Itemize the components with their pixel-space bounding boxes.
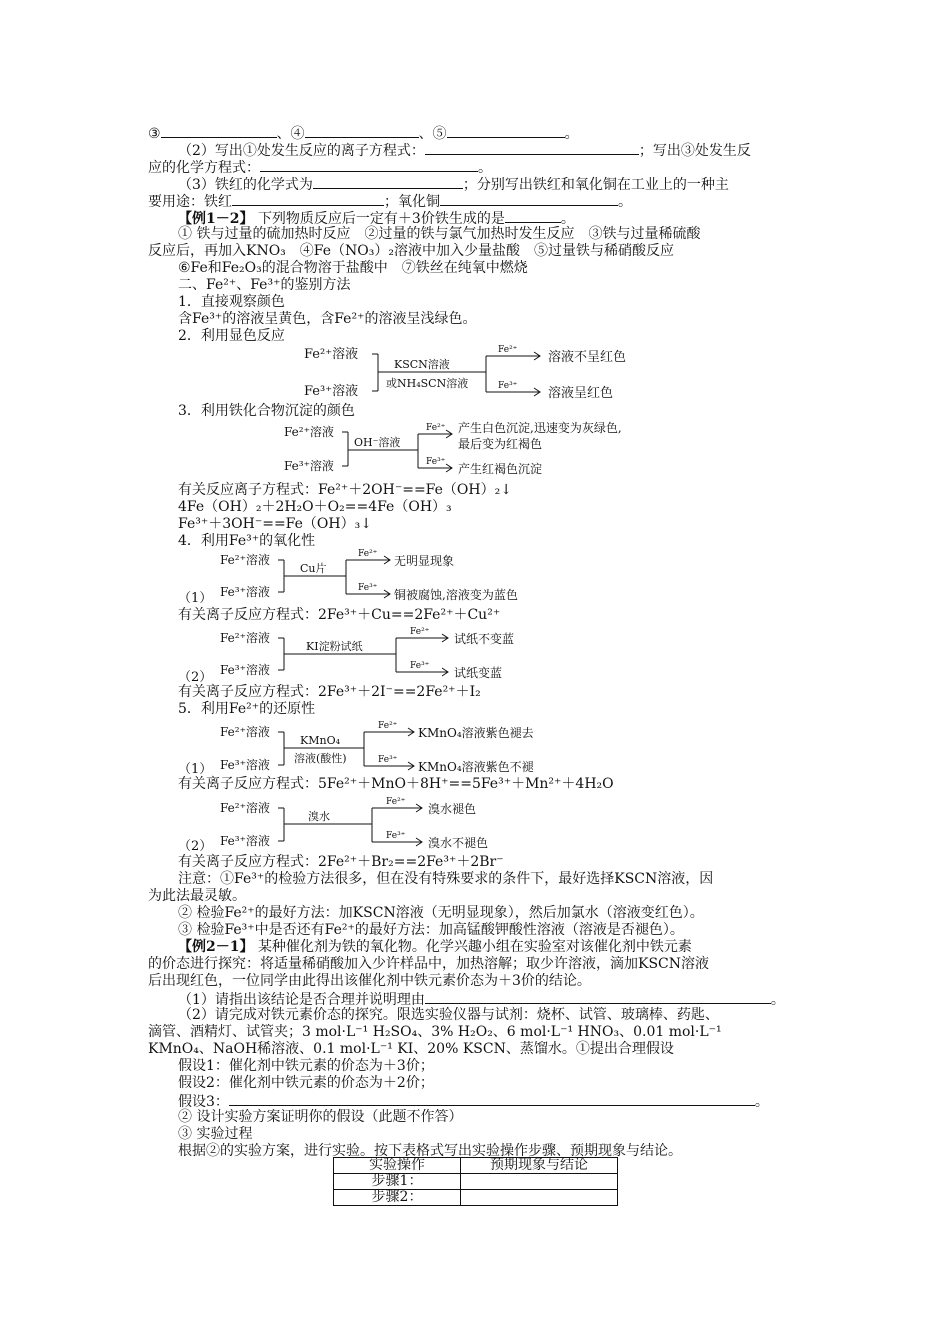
subsection-3: 3．利用铁化合物沉淀的颜色	[178, 403, 355, 419]
svg-text:（1）: （1）	[178, 762, 213, 776]
svg-text:Fe³⁺: Fe³⁺	[378, 755, 398, 765]
svg-text:Fe³⁺溶液: Fe³⁺溶液	[284, 459, 334, 473]
svg-text:Fe³⁺溶液: Fe³⁺溶液	[220, 758, 270, 772]
svg-text:Fe³⁺: Fe³⁺	[410, 661, 430, 671]
table-cell-step2-answer[interactable]	[461, 1190, 618, 1206]
svg-text:无明显现象: 无明显现象	[394, 554, 455, 568]
label-3: ③	[148, 126, 161, 142]
blank-4[interactable]	[305, 124, 419, 138]
example-2-1-q2-line1: （2）请完成对铁元素价态的探究。限选实验仪器与试剂：烧杯、试管、玻璃棒、药匙、	[178, 1007, 719, 1023]
svg-text:Fe²⁺溶液: Fe²⁺溶液	[220, 725, 270, 739]
svg-text:产生红褐色沉淀: 产生红褐色沉淀	[458, 462, 543, 476]
table-cell-step1-answer[interactable]	[461, 1174, 618, 1190]
blank-example-1-2[interactable]	[505, 209, 561, 223]
svg-text:Fe²⁺溶液: Fe²⁺溶液	[220, 631, 270, 645]
svg-text:溶液(酸性): 溶液(酸性)	[294, 752, 347, 765]
svg-text:Fe³⁺溶液: Fe³⁺溶液	[220, 585, 270, 599]
example-2-1-line2: 的价态进行探究：将适量稀硝酸加入少许样品中，加热溶解；取少许溶液，滴加KSCN溶液	[148, 956, 710, 972]
svg-text:产生白色沉淀,迅速变为灰绿色,: 产生白色沉淀,迅速变为灰绿色,	[458, 421, 622, 435]
note-1: 注意：①Fe³⁺的检验方法很多，但在没有特殊要求的条件下，最好选择KSCN溶液，因	[178, 871, 714, 887]
diagram-ki	[178, 624, 578, 684]
label-4: 、④	[276, 126, 305, 142]
svg-text:Fe²⁺: Fe²⁺	[426, 423, 446, 433]
section-2-title: 二、Fe²⁺、Fe³⁺的鉴别方法	[178, 277, 351, 293]
table-header-result: 预期现象与结论	[461, 1158, 618, 1174]
blank-chemical-equation[interactable]	[260, 158, 478, 172]
svg-text:Fe²⁺溶液: Fe²⁺溶液	[220, 801, 270, 815]
svg-text:（1）: （1）	[178, 591, 213, 606]
hypothesis-3: 假设3： 。	[178, 1094, 769, 1110]
svg-text:最后变为红褐色: 最后变为红褐色	[458, 437, 543, 451]
svg-text:KMnO₄溶液紫色褪去: KMnO₄溶液紫色褪去	[418, 726, 534, 740]
example-2-1-line1: 【例2－1】 某种催化剂为铁的氧化物。化学兴趣小组在实验室对该催化剂中铁元素	[178, 939, 692, 955]
equation-hydroxide-2: 4Fe（OH）₂＋2H₂O＋O₂==4Fe（OH）₃	[178, 499, 452, 515]
question-3-line2: 要用途：铁红 ；氧化铜 。	[148, 194, 632, 210]
note-2: ② 检验Fe²⁺的最好方法：加KSCN溶液（无明显现象），然后加氯水（溶液变红色）。	[178, 905, 704, 921]
example-2-1-q1: （1）请指出该结论是否合理并说明理由 。	[178, 992, 785, 1008]
note-1-cont: 为此法最灵敏。	[148, 888, 246, 904]
example-2-1-q2-line2: 滴管、酒精灯、试管夹；3 mol·L⁻¹ H₂SO₄、3% H₂O₂、6 mol·L⁻¹ HNO₃、0.01 mol·L⁻¹	[148, 1024, 722, 1040]
svg-text:溴水不褪色: 溴水不褪色	[428, 836, 489, 850]
subsection-2: 2．利用显色反应	[178, 328, 285, 344]
question-2-line2: 应的化学方程式： 。	[148, 160, 492, 176]
diagram-kscn	[300, 342, 660, 404]
diagram-permanganate	[178, 716, 598, 776]
equation-permanganate: 有关离子反应方程式：5Fe²⁺＋MnO＋8H⁺==5Fe³⁺＋Mn²⁺＋4H₂O	[178, 776, 614, 792]
svg-text:Fe²⁺溶液: Fe²⁺溶液	[284, 425, 334, 439]
svg-text:（2）: （2）	[178, 839, 213, 854]
svg-text:Fe³⁺: Fe³⁺	[498, 381, 518, 391]
svg-text:（2）: （2）	[178, 670, 213, 684]
svg-text:KI淀粉试纸: KI淀粉试纸	[306, 640, 363, 653]
svg-text:或NH₄SCN溶液: 或NH₄SCN溶液	[386, 377, 469, 390]
svg-text:KMnO₄溶液紫色不褪: KMnO₄溶液紫色不褪	[418, 760, 534, 774]
diagram-hydroxide	[280, 418, 680, 482]
equation-copper: 有关离子反应方程式：2Fe³⁺＋Cu==2Fe²⁺＋Cu²⁺	[178, 607, 501, 623]
svg-text:Cu片: Cu片	[300, 562, 327, 575]
table-header-operation: 实验操作	[334, 1158, 461, 1174]
blank-hypothesis-3[interactable]	[229, 1092, 755, 1106]
table-cell-step1: 步骤1：	[334, 1174, 461, 1190]
blank-reason[interactable]	[425, 990, 771, 1004]
process-title: ③ 实验过程	[178, 1126, 253, 1142]
diagram-copper	[178, 548, 578, 606]
svg-text:KMnO₄: KMnO₄	[300, 734, 340, 747]
svg-text:试纸变蓝: 试纸变蓝	[454, 666, 503, 680]
svg-text:Fe²⁺: Fe²⁺	[498, 345, 518, 355]
diagram-bromine	[178, 792, 578, 854]
svg-text:Fe³⁺溶液: Fe³⁺溶液	[304, 384, 359, 399]
example-1-2-options-3: ⑥Fe和Fe₂O₃的混合物溶于盐酸中 ⑦铁丝在纯氧中燃烧	[178, 260, 528, 276]
design-note: ② 设计实验方案证明你的假设（此题不作答）	[178, 1109, 463, 1125]
svg-text:Fe²⁺: Fe²⁺	[358, 549, 378, 559]
example-1-2: 【例1－2】 下列物质反应后一定有＋3价铁生成的是 。	[178, 211, 575, 227]
equation-iodide: 有关离子反应方程式：2Fe³⁺＋2I⁻==2Fe²⁺＋I₂	[178, 684, 481, 700]
answer-blanks-line: ③ 、④ 、⑤ 。	[148, 126, 579, 142]
svg-text:Fe²⁺: Fe²⁺	[410, 627, 430, 637]
svg-text:Fe³⁺: Fe³⁺	[358, 583, 378, 593]
blank-3[interactable]	[161, 124, 277, 138]
subsection-1: 1．直接观察颜色	[178, 294, 285, 310]
example-2-1-line3: 后出现红色，一位同学由此得出该催化剂中铁元素价态为＋3价的结论。	[148, 973, 591, 989]
svg-text:Fe³⁺: Fe³⁺	[426, 457, 446, 467]
svg-text:Fe²⁺: Fe²⁺	[378, 721, 398, 731]
hypothesis-1: 假设1：催化剂中铁元素的价态为＋3价；	[178, 1058, 434, 1074]
label-5: 、⑤	[418, 126, 447, 142]
subsection-4: 4．利用Fe³⁺的氧化性	[178, 533, 316, 549]
svg-text:试纸不变蓝: 试纸不变蓝	[454, 632, 515, 646]
table-row	[334, 1190, 618, 1206]
svg-text:溶液呈红色: 溶液呈红色	[548, 386, 614, 401]
svg-text:铜被腐蚀,溶液变为蓝色: 铜被腐蚀,溶液变为蓝色	[394, 588, 518, 602]
blank-copper-oxide-use[interactable]	[440, 192, 618, 206]
question-3-line1: （3）铁红的化学式为 ；分别写出铁红和氧化铜在工业上的一种主	[178, 177, 729, 193]
equation-bromine: 有关离子反应方程式：2Fe²⁺＋Br₂==2Fe³⁺＋2Br⁻	[178, 854, 504, 870]
svg-text:KSCN溶液: KSCN溶液	[394, 358, 450, 371]
subsection-1-text: 含Fe³⁺的溶液呈黄色，含Fe²⁺的溶液呈浅绿色。	[178, 311, 477, 327]
svg-text:Fe³⁺溶液: Fe³⁺溶液	[220, 663, 270, 677]
svg-text:Fe²⁺: Fe²⁺	[386, 797, 406, 807]
experiment-table	[333, 1157, 618, 1206]
equation-hydroxide-1: 有关反应离子方程式：Fe²⁺＋2OH⁻==Fe（OH）₂↓	[178, 482, 512, 498]
svg-text:Fe²⁺溶液: Fe²⁺溶液	[304, 347, 359, 362]
example-1-2-options-1: ① 铁与过量的硫加热时反应 ②过量的铁与氯气加热时发生反应 ③铁与过量稀硫酸	[178, 226, 701, 242]
equation-hydroxide-3: Fe³⁺＋3OH⁻==Fe（OH）₃↓	[178, 516, 372, 532]
process-instruction: 根据②的实验方案，进行实验。按下表格式写出实验操作步骤、预期现象与结论。	[178, 1143, 682, 1159]
note-3: ③ 检验Fe³⁺中是否还有Fe²⁺的最好方法：加高锰酸钾酸性溶液（溶液是否褪色）。	[178, 922, 684, 938]
blank-iron-red-formula[interactable]	[313, 175, 463, 189]
svg-text:溶液不呈红色: 溶液不呈红色	[548, 350, 627, 365]
blank-5[interactable]	[447, 124, 565, 138]
svg-text:Fe³⁺溶液: Fe³⁺溶液	[220, 834, 270, 848]
svg-text:OH⁻溶液: OH⁻溶液	[354, 436, 401, 449]
example-1-2-options-2: 反应后，再加入KNO₃ ④Fe（NO₃）₂溶液中加入少量盐酸 ⑤过量铁与稀硝酸反应	[148, 243, 674, 259]
svg-text:Fe³⁺: Fe³⁺	[386, 831, 406, 841]
table-header-row	[334, 1158, 618, 1174]
svg-text:Fe²⁺溶液: Fe²⁺溶液	[220, 553, 270, 567]
blank-iron-red-use[interactable]	[232, 192, 384, 206]
svg-text:溴水褪色: 溴水褪色	[428, 802, 477, 816]
table-row	[334, 1174, 618, 1190]
example-2-1-q2-line3: KMnO₄、NaOH稀溶液、0.1 mol·L⁻¹ KI、20% KSCN、蒸馏水。①提出合理假设	[148, 1041, 674, 1057]
question-2-line1: （2）写出①处发生反应的离子方程式： ；写出③处发生反	[178, 143, 751, 159]
svg-text:溴水: 溴水	[308, 810, 330, 823]
subsection-5: 5．利用Fe²⁺的还原性	[178, 701, 316, 717]
blank-ionic-equation[interactable]	[425, 141, 639, 155]
table-cell-step2: 步骤2：	[334, 1190, 461, 1206]
hypothesis-2: 假设2：催化剂中铁元素的价态为＋2价；	[178, 1075, 434, 1091]
